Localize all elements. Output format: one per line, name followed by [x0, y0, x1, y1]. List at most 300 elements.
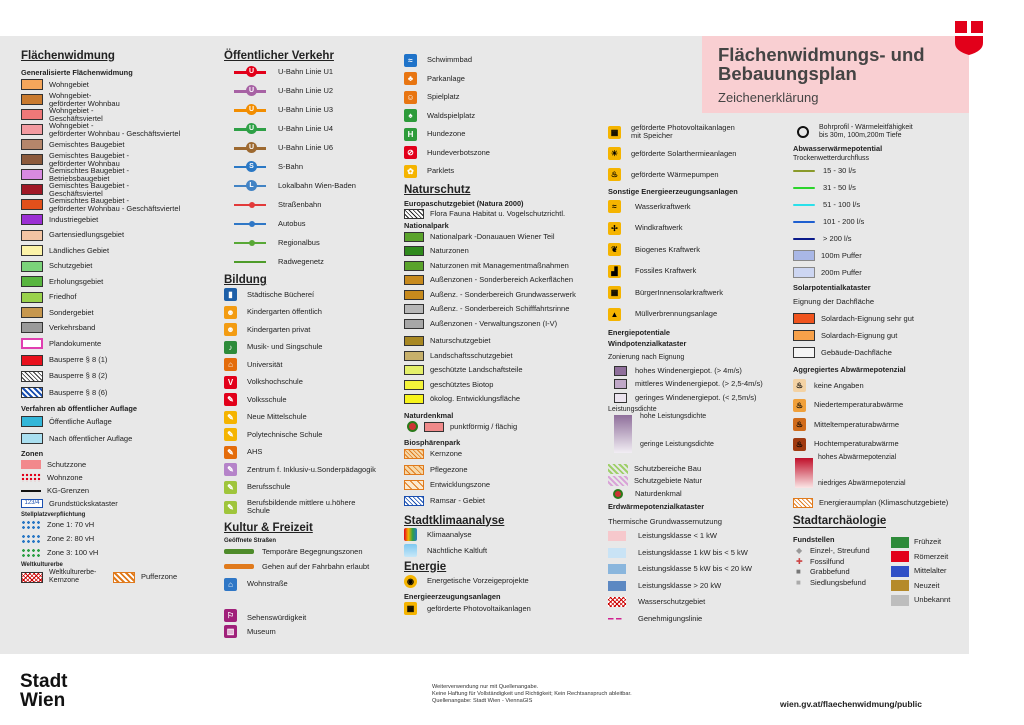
stellplatz-label: Zone 3: 100 vH [47, 548, 99, 557]
strassen-item [224, 559, 404, 574]
parklet-icon: ✿ [404, 165, 417, 178]
sonstige-item [608, 218, 793, 240]
freizeit-label: Hundeverbotszone [427, 147, 490, 157]
energie-label: Energetische Vorzeigeprojekte [427, 576, 529, 585]
nationalpark-item-swatch [404, 246, 424, 256]
bildung-label: Neue Mittelschule [247, 412, 307, 422]
euro-label: Flora Fauna Habitat u. Vogelschutzrichtl. [430, 209, 566, 218]
wind-swatch [614, 366, 627, 376]
widmung-item [21, 167, 221, 182]
citizen-solar-icon: ▦ [608, 286, 621, 299]
transit-item [224, 233, 404, 252]
stellplatz-list [21, 518, 221, 560]
schutz-swatch [608, 476, 628, 486]
transit-line-icon [224, 143, 266, 153]
widmung-item-swatch [21, 387, 43, 398]
fund-list [793, 546, 891, 588]
transit-badge-icon: U [246, 123, 257, 134]
bildung-item [224, 409, 404, 427]
widmung-item-swatch [21, 154, 43, 165]
freizeit-item [404, 162, 604, 181]
agg-gradient-legend [793, 454, 969, 494]
stellplatz-item [21, 518, 221, 532]
anlagen-label: geförderte Photovoltaikanlagen [427, 603, 531, 613]
transit-label: U-Bahn Linie U6 [278, 142, 334, 152]
schutz-swatch [608, 464, 628, 474]
fund-label: Fossilfund [810, 556, 845, 566]
strassen-label: Gehen auf der Fahrbahn erlaubt [262, 561, 370, 571]
sonstige-label: Biogenes Kraftwerk [635, 244, 701, 254]
nationalpark-item-label: Außenz. - Sonderbereich Schifffahrtsrinne [430, 304, 570, 314]
transit-line-icon [224, 86, 266, 96]
wind-swatch [614, 379, 627, 389]
epoch-swatch [891, 595, 909, 606]
widmung-item-label: Gemischtes Baugebiet - geförderter Wohnbau - Geschäftsviertel [49, 195, 181, 213]
heat-icon: ♨ [793, 418, 806, 431]
epoch-label: Unbekannt [914, 595, 951, 605]
energy-project-icon: ◉ [404, 575, 417, 588]
biosphaere-label: Kernzone [430, 449, 463, 459]
solar-swatch [793, 313, 815, 324]
transit-line-icon [224, 162, 266, 172]
klima-item [404, 543, 604, 559]
foerder-item [608, 121, 793, 143]
agg-high: hohes Abwärmepotenzial [818, 454, 897, 461]
erdwaerme-list [608, 528, 793, 627]
natur-item-label: geschütztes Biotop [430, 379, 494, 389]
aggregiert-item [793, 435, 969, 455]
nationalpark-item [404, 259, 604, 274]
settlement-find-icon: ■ [796, 577, 801, 587]
freizeit-label: Hundezone [427, 129, 466, 139]
widmung-item [21, 289, 221, 305]
erdwaerme-swatch [608, 531, 626, 541]
nationalpark-item-label: Naturzonen [430, 246, 469, 256]
stellplatz-swatch [21, 548, 41, 558]
stellplatz-swatch [21, 520, 41, 530]
dichte-legend [608, 413, 793, 459]
widmung-item [21, 122, 221, 137]
bildung-item [224, 461, 404, 479]
footer-note-1: Weiterverwendung nur mit Quellenangabe. [432, 684, 539, 690]
wind-item [608, 364, 793, 378]
aggregiert-label: Hochtemperaturabwärme [814, 439, 899, 449]
widmung-item [21, 335, 221, 352]
subheading-naturdenkmal: Naturdenkmal [404, 410, 454, 420]
subheading-welterbe: Weltkulturerbe [21, 562, 63, 568]
erdwaerme-sub: Thermische Grundwassernutzung [608, 517, 722, 526]
strassen-line [224, 564, 254, 569]
widmung-item [21, 227, 221, 243]
book-icon: ▮ [224, 288, 237, 301]
heat-icon: ♨ [793, 399, 806, 412]
kultur-item [224, 594, 404, 622]
zonen-label: Wohnzone [47, 472, 83, 482]
erdwaerme-item [608, 561, 793, 578]
erdwaerme-label: Leistungsklasse 5 kW bis < 20 kW [638, 564, 753, 574]
natur-item [404, 392, 604, 407]
logo-line-2: Wien [20, 690, 66, 711]
school-icon: ✎ [224, 411, 237, 424]
natur-item-swatch [404, 380, 424, 390]
welterbe-swatch [21, 572, 43, 583]
agg-low: niedriges Abwärmepotenzial [818, 480, 906, 487]
fund-label: Siedlungsbefund [810, 577, 866, 587]
heading-verkehr: Öffentlicher Verkehr [224, 50, 334, 62]
kultur-item [224, 622, 404, 641]
natur-item-swatch [404, 365, 424, 375]
kultur-list [224, 574, 404, 641]
transit-label: Lokalbahn Wien-Baden [278, 180, 356, 190]
widmung-item-label: Sondergebiet [49, 307, 94, 317]
fossil-power-icon: ▟ [608, 265, 621, 278]
solar-label: Solardach-Eignung gut [821, 330, 898, 340]
nationalpark-item-label: Außenzonen - Sonderbereich Ackerflächen [430, 275, 574, 285]
transit-item [224, 214, 404, 233]
freizeit-item [404, 51, 604, 70]
transit-stop-icon [249, 240, 255, 246]
foerder-label: geförderte Wärmepumpen [631, 169, 719, 179]
bildung-item [224, 304, 404, 322]
transit-item [224, 81, 404, 100]
widmung-item [21, 182, 221, 197]
subheading-wind: Windpotenzialkataster [608, 339, 687, 348]
biosphaere-swatch [404, 465, 424, 475]
subheading-strassen: Geöffnete Straßen [224, 538, 277, 544]
puffer-item [793, 247, 969, 264]
erdwaerme-item [608, 545, 793, 562]
sonstige-item [608, 196, 793, 218]
strassen-list [224, 544, 404, 574]
single-find-icon: ◆ [796, 546, 803, 556]
nationalpark-item-swatch [404, 275, 424, 285]
schutz-list [608, 463, 793, 501]
bildung-item [224, 444, 404, 462]
solar-item [793, 327, 969, 344]
bildung-label: Kindergarten öffentlich [247, 307, 322, 317]
eplan-swatch [793, 498, 813, 508]
playground-icon: ☺ [404, 91, 417, 104]
footer-note-2: Keine Haftung für Vollständigkeit und Richtigkeit; Kein Rechtsanspruch ableitbar. [432, 691, 632, 697]
widmung-item-swatch [21, 245, 43, 256]
freizeit-item [404, 70, 604, 89]
fossil-find-icon: ✚ [796, 556, 803, 566]
aggregiert-label: keine Angaben [814, 380, 864, 390]
abwasser-line [793, 221, 815, 223]
widmung-item-swatch [21, 109, 43, 120]
footer-url-link[interactable]: wien.gv.at/flaechenwidmung/public [780, 699, 922, 709]
natur-list [404, 334, 604, 407]
freizeit-label: Schwimmbad [427, 55, 473, 65]
wind-label: mittleres Windenergiepot. (> 2,5-4m/s) [635, 379, 763, 389]
klima-label: Klimaanalyse [427, 529, 472, 539]
logo-line-1: Stadt [20, 671, 68, 692]
transit-label: Autobus [278, 218, 306, 228]
kultur-label: Museum [247, 626, 276, 636]
aggregiert-list [793, 376, 969, 454]
wind-zonierung: Zonierung nach Eignung [608, 354, 685, 361]
abwasser-line [793, 204, 815, 206]
subheading-abwasser: Abwasserwärmepotential [793, 144, 883, 153]
bildung-item [224, 374, 404, 392]
heading-archaeologie: Stadtarchäologie [793, 515, 887, 527]
auflage-list [21, 413, 221, 447]
widmung-item-swatch [21, 371, 43, 382]
widmung-item-swatch [21, 169, 43, 180]
natur-item-swatch [404, 394, 424, 404]
biosphaere-item [404, 478, 604, 494]
freizeit-label: Parkanlage [427, 73, 465, 83]
transit-item [224, 138, 404, 157]
anlagen-row [404, 601, 604, 617]
transit-label: U-Bahn Linie U1 [278, 66, 334, 76]
stellplatz-label: Zone 2: 80 vH [47, 534, 95, 543]
nationalpark-item-swatch [404, 304, 424, 314]
school-icon: ✎ [224, 463, 237, 476]
bildung-item [224, 356, 404, 374]
wind-item [608, 391, 793, 405]
epoch-list [891, 535, 950, 608]
widmung-item-label: Ländliches Gebiet [49, 245, 110, 255]
legend-panel [0, 36, 969, 654]
aggregiert-item [793, 415, 969, 435]
abwasser-label: 51 - 100 l/s [823, 199, 861, 209]
school-icon: ✎ [224, 481, 237, 494]
transit-badge-icon: U [246, 104, 257, 115]
transit-item [224, 119, 404, 138]
epoch-item [891, 550, 950, 565]
wind-label: geringes Windenergiepot. (< 2,5m/s) [635, 392, 757, 402]
erdwaerme-swatch [608, 581, 626, 591]
epoch-item [891, 593, 950, 608]
schutz-item [608, 463, 793, 476]
nationalpark-item-swatch [404, 261, 424, 271]
nationalpark-item [404, 317, 604, 332]
dichte-high: hohe Leistungsdichte [640, 412, 707, 420]
epoch-swatch [891, 580, 909, 591]
music-icon: ♪ [224, 341, 237, 354]
nationalpark-list [404, 230, 604, 332]
strassen-item [224, 544, 404, 559]
zonen-swatch [21, 460, 41, 469]
biosphaere-label: Entwicklungszone [430, 480, 491, 490]
subheading-zonen: Zonen [21, 449, 44, 458]
widmung-item-label: Gartensiedlungsgebiet [49, 230, 125, 239]
solar-swatch [793, 330, 815, 341]
klima-label: Nächtliche Kaltluft [427, 545, 488, 555]
auflage-item-swatch [21, 433, 43, 444]
widmung-item-swatch [21, 261, 43, 272]
abwasser-list [793, 162, 969, 247]
zonen-label: Schutzzone [47, 459, 87, 469]
widmung-item-label: Gemischtes Baugebiet - Geschäftsviertel [49, 180, 130, 198]
stadt-wien-logo [20, 672, 68, 710]
subheading-europa: Europaschutzgebiet (Natura 2000) [404, 198, 524, 208]
biosphaere-item [404, 447, 604, 463]
bohr-label: Bohrprofil - Wärmeleitfähigkeit bis 30m, 100m,200m Tiefe [819, 124, 913, 139]
widmung-item-label: Wohngebiet- geförderter Wohnbau [49, 90, 120, 108]
fund-label: Grabbefund [810, 567, 850, 577]
freizeit-label: Waldspielplatz [427, 110, 476, 120]
abwasser-item [793, 162, 969, 179]
bildung-item [224, 496, 404, 518]
freizeit-list [404, 51, 604, 181]
biosphaere-list [404, 447, 604, 509]
widmung-item-label: Bausperre § 8 (6) [49, 387, 108, 397]
subheading-nationalpark: Nationalpark [404, 220, 449, 230]
widmung-item-label: Schutzgebiet [49, 261, 93, 270]
zonen-item [21, 497, 221, 510]
subheading-erdwaerme: Erdwärmepotenzialkataster [608, 502, 705, 511]
heat-icon: ♨ [793, 379, 806, 392]
epoch-item [891, 579, 950, 594]
welterbe-row [21, 568, 221, 586]
freizeit-label: Parklets [427, 166, 455, 176]
transit-label: Regionalbus [278, 237, 320, 247]
freizeit-item [404, 144, 604, 163]
subheading-aggregiert: Aggregiertes Abwärmepotenzial [793, 365, 906, 374]
zonen-swatch: 123/4 [21, 499, 43, 508]
nationalpark-item-swatch [404, 290, 424, 300]
abwasser-line [793, 187, 815, 189]
nationalpark-item [404, 273, 604, 288]
nationalpark-item-swatch [404, 232, 424, 242]
epoch-swatch [891, 566, 909, 577]
freizeit-item [404, 125, 604, 144]
widmung-item-label: Bausperre § 8 (1) [49, 355, 108, 364]
subheading-potentiale: Energiepotentiale [608, 328, 671, 337]
widmung-item-label: Friedhof [49, 292, 77, 301]
transit-label: S-Bahn [278, 161, 304, 171]
transit-stop-icon [249, 221, 255, 227]
klima-list [404, 527, 604, 559]
strassen-line [224, 549, 254, 554]
bildung-label: Musik- und Singschule [247, 342, 323, 352]
widmung-item-label: Industriegebiet [49, 214, 99, 224]
museum-icon: ▥ [224, 625, 237, 638]
sonstige-item [608, 239, 793, 261]
bildung-item [224, 321, 404, 339]
pv-storage-icon: ▦ [608, 126, 621, 139]
widmung-item [21, 107, 221, 122]
bildung-item [224, 479, 404, 497]
abwasser-label: 15 - 30 l/s [823, 165, 856, 175]
kaltluft-icon [404, 544, 417, 557]
erdwaerme-label: Genehmigungslinie [638, 613, 703, 623]
widmung-item-swatch [21, 214, 43, 225]
puffer-label: 200m Puffer [821, 267, 862, 277]
erdwaerme-item [608, 594, 793, 611]
transit-stop-icon [249, 202, 255, 208]
erdwaerme-label: Wasserschutzgebiet [638, 597, 706, 607]
strassen-label: Temporäre Begegnungszonen [262, 546, 363, 556]
natur-item-label: Naturschutzgebiet [430, 336, 491, 346]
zonen-label: Grundstückskataster [49, 498, 118, 508]
school-icon: ✎ [224, 446, 237, 459]
transit-item [224, 252, 404, 271]
aggregiert-item [793, 376, 969, 396]
abwasser-label: > 200 l/s [823, 233, 852, 243]
school-icon: ✎ [224, 501, 237, 514]
heading-bildung: Bildung [224, 274, 267, 286]
stellplatz-item [21, 546, 221, 560]
eplan-label: Energieraumplan (Klimaschutzgebiete) [819, 498, 949, 507]
natur-item [404, 363, 604, 378]
epoch-swatch [891, 551, 909, 562]
subheading-generalisiert: Generalisierte Flächenwidmung [21, 68, 133, 77]
stellplatz-item [21, 532, 221, 546]
kultur-label: Wohnstraße [247, 579, 288, 588]
euro-swatch [404, 209, 424, 219]
widmung-item-label: Gemischtes Baugebiet [49, 139, 125, 149]
heat-pump-icon: ♨ [608, 168, 621, 181]
fund-item [793, 557, 891, 568]
puffer-swatch [793, 250, 815, 261]
transit-line-icon [224, 238, 266, 248]
solar-item [793, 310, 969, 327]
column-verkehr [224, 36, 404, 641]
erdwaerme-label: Leistungsklasse > 20 kW [638, 580, 722, 590]
sight-icon: ⚐ [224, 609, 237, 622]
erdwaerme-item [608, 528, 793, 545]
bildung-label: Volksschule [247, 394, 287, 404]
heading-kultur: Kultur & Freizeit [224, 522, 313, 534]
foerder-label: geförderte Solarthermieanlagen [631, 148, 737, 158]
nationalpark-item [404, 302, 604, 317]
heading-energie: Energie [404, 560, 447, 573]
schutz-item [608, 475, 793, 488]
biosphaere-item [404, 493, 604, 509]
dichte-heading: Leistungsdichte [608, 405, 657, 413]
sonstige-label: Müllverbrennungsanlage [635, 309, 718, 319]
transit-label: Straßenbahn [278, 199, 322, 209]
widmung-item [21, 352, 221, 368]
transit-badge-icon: U [246, 85, 257, 96]
epoch-label: Mittelalter [914, 566, 947, 576]
eplan-row [793, 496, 969, 510]
title-line-2: Bebauungsplan [718, 63, 857, 84]
widmung-item-swatch [21, 307, 43, 318]
column-abwaerme [793, 36, 969, 608]
bildung-item [224, 339, 404, 357]
foerder-list [608, 121, 793, 185]
widmung-item [21, 243, 221, 258]
klima-analyse-icon [404, 528, 417, 541]
transit-badge-icon: U [246, 66, 257, 77]
stellplatz-swatch [21, 534, 41, 544]
column-freizeit-natur [404, 36, 604, 617]
transit-line-icon [224, 105, 266, 115]
transit-badge-icon: S [246, 161, 257, 172]
biosphaere-label: Ramsar - Gebiet [430, 495, 486, 505]
abwasser-sub: Trockenwetterdurchfluss [793, 155, 869, 162]
transit-item [224, 176, 404, 195]
solar-label: Solardach-Eignung sehr gut [821, 313, 914, 323]
transit-item [224, 157, 404, 176]
fund-item [793, 567, 891, 578]
bildung-label: Polytechnische Schule [247, 429, 323, 439]
transit-item [224, 100, 404, 119]
archaeologie-block [793, 535, 969, 608]
erdwaerme-swatch [608, 597, 626, 607]
nationalpark-item [404, 288, 604, 303]
auflage-item-swatch [21, 416, 43, 427]
subheading-auflage: Verfahren ab öffentlicher Auflage [21, 404, 137, 413]
heading-flaechenwidmung: Flächenwidmung [21, 50, 115, 62]
sonstige-item [608, 282, 793, 304]
widmung-item-swatch [21, 322, 43, 333]
widmung-list [21, 77, 221, 401]
